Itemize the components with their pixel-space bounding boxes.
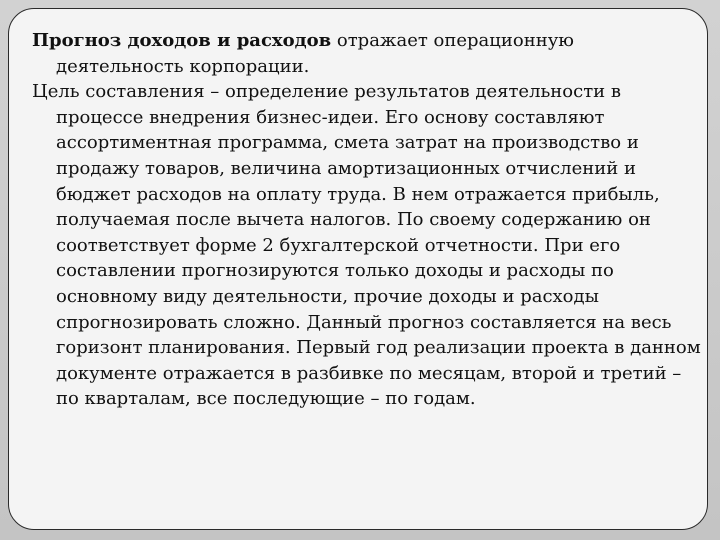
paragraph-forecast-purpose: Цель составления – определение результатов деятельности в процессе внедрения бизнес-идеи. Его основу составляют ассортиментная программа, смета затрат на производство и продажу товаров, величина амортизационных отчислений и бюджет расходов на оплату труда. В нем отражается прибыль, получаемая после вычета налогов. По своему содержанию он соответствует форме 2 бухгалтерской отчетности. При его составлении прогнозируются только доходы и расходы по основному виду деятельности, прочие доходы и расходы спрогнозировать сложно. Данный прогноз составляется на весь горизонт планирования. Первый год реализации проекта в данном документе отражается в разбивке по месяцам, второй и третий – по кварталам, все последующие – по годам. <box>32 81 701 410</box>
paragraph-forecast-definition <box>32 28 704 79</box>
slide-text-area <box>32 28 704 412</box>
paragraph-bold-lead: Прогноз доходов и расходов <box>32 30 332 51</box>
paragraph-1-text: отражает операционную деятельность корпорации. <box>56 30 574 77</box>
